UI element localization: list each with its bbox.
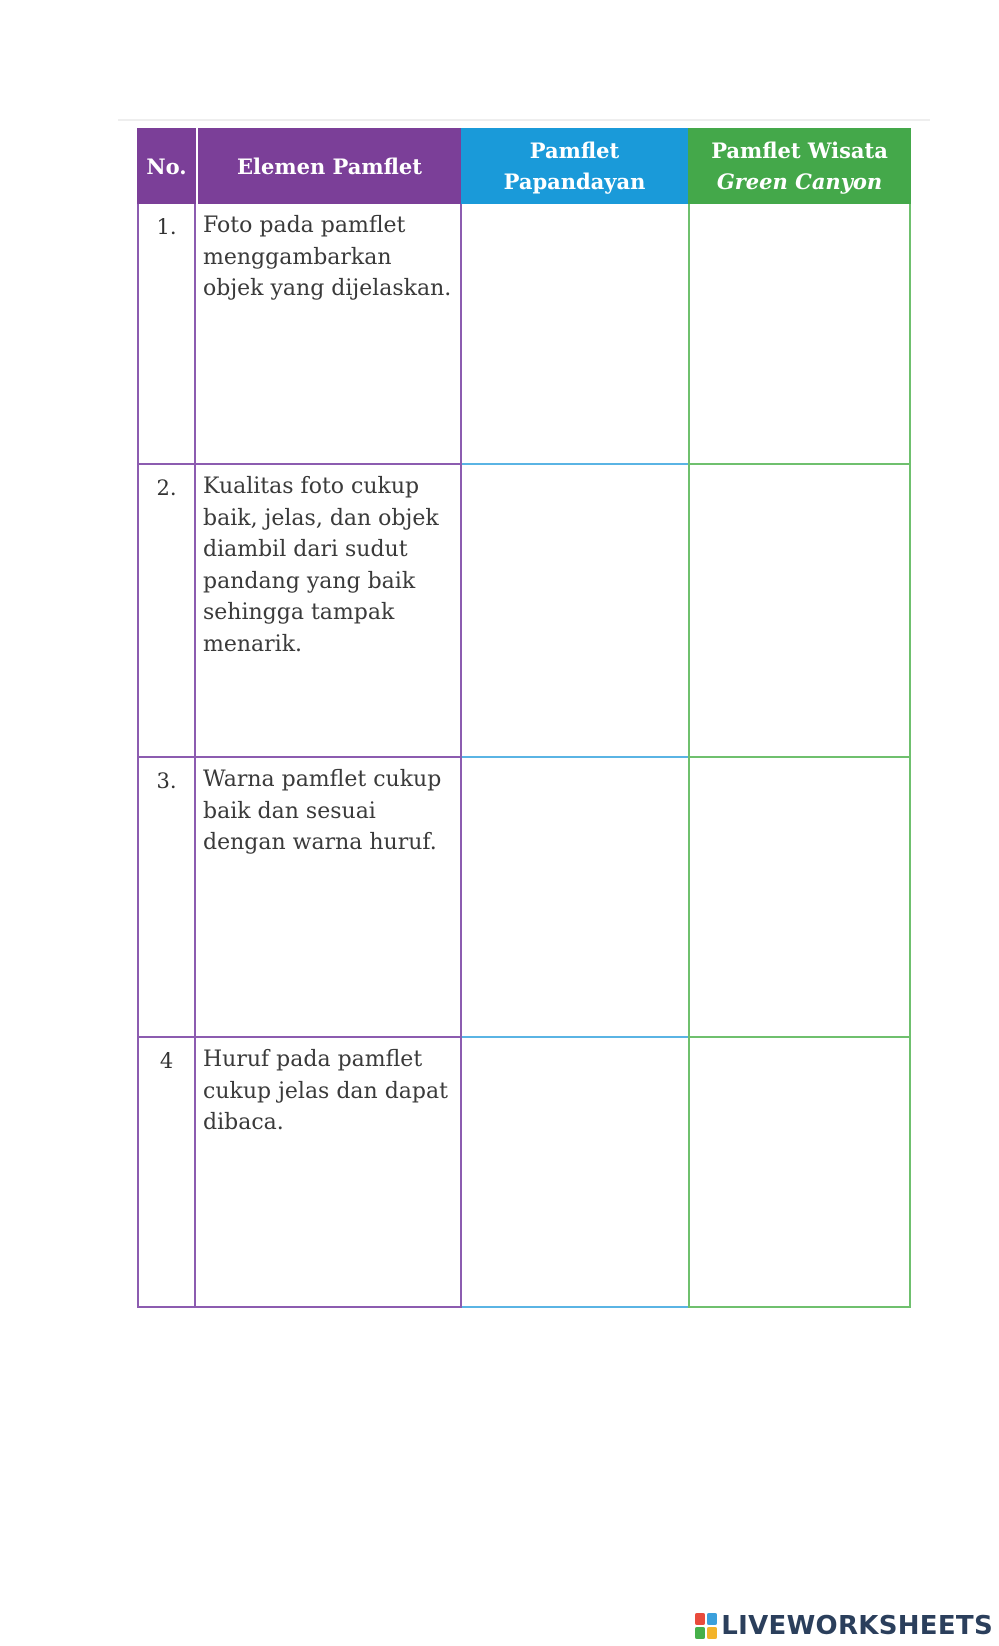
- row-1-papandayan-answer[interactable]: [462, 204, 688, 465]
- row-2-elemen: Kualitas foto cukup baik, jelas, dan objek diambil dari sudut pandang yang baik sehingga tampak menarik.: [195, 465, 462, 758]
- row-4-papandayan-answer[interactable]: [462, 1038, 688, 1308]
- header-papandayan-line1: Pamflet: [529, 138, 620, 163]
- row-2-papandayan-answer[interactable]: [462, 465, 688, 758]
- liveworksheets-logo-text: LIVEWORKSHEETS: [721, 1611, 993, 1641]
- header-no-label: No.: [146, 153, 187, 179]
- row-3-papandayan-answer[interactable]: [462, 758, 688, 1038]
- row-1-greencanyon-answer[interactable]: [688, 204, 911, 465]
- header-pamflet-green-canyon: [688, 128, 911, 204]
- row-1-no: 1.: [137, 204, 196, 465]
- pamphlet-comparison-table: [137, 128, 911, 1304]
- row-2-no: 2.: [137, 465, 196, 758]
- liveworksheets-logo[interactable]: [695, 1611, 993, 1641]
- row-2-greencanyon-answer[interactable]: [688, 465, 911, 758]
- row-3-no: 3.: [137, 758, 196, 1038]
- header-elemen-label: Elemen Pamflet: [237, 153, 422, 179]
- row-4-elemen: Huruf pada pamflet cukup jelas dan dapat dibaca.: [195, 1038, 462, 1308]
- page-top-rule: [118, 119, 930, 121]
- header-pamflet-papandayan: [461, 128, 688, 204]
- row-1-elemen: Foto pada pamflet menggambarkan objek yang dijelaskan.: [195, 204, 462, 465]
- header-papandayan-line2: Papandayan: [503, 169, 646, 194]
- header-elemen-pamflet: [196, 128, 461, 204]
- row-4-no: 4: [137, 1038, 196, 1308]
- row-3-elemen: Warna pamflet cukup baik dan sesuai dengan warna huruf.: [195, 758, 462, 1038]
- liveworksheets-logo-icon: [695, 1613, 717, 1639]
- header-greencanyon-line2: Green Canyon: [716, 169, 883, 194]
- header-no: [137, 128, 196, 204]
- row-3-greencanyon-answer[interactable]: [688, 758, 911, 1038]
- header-greencanyon-line1: Pamflet Wisata: [711, 138, 888, 163]
- row-4-greencanyon-answer[interactable]: [688, 1038, 911, 1308]
